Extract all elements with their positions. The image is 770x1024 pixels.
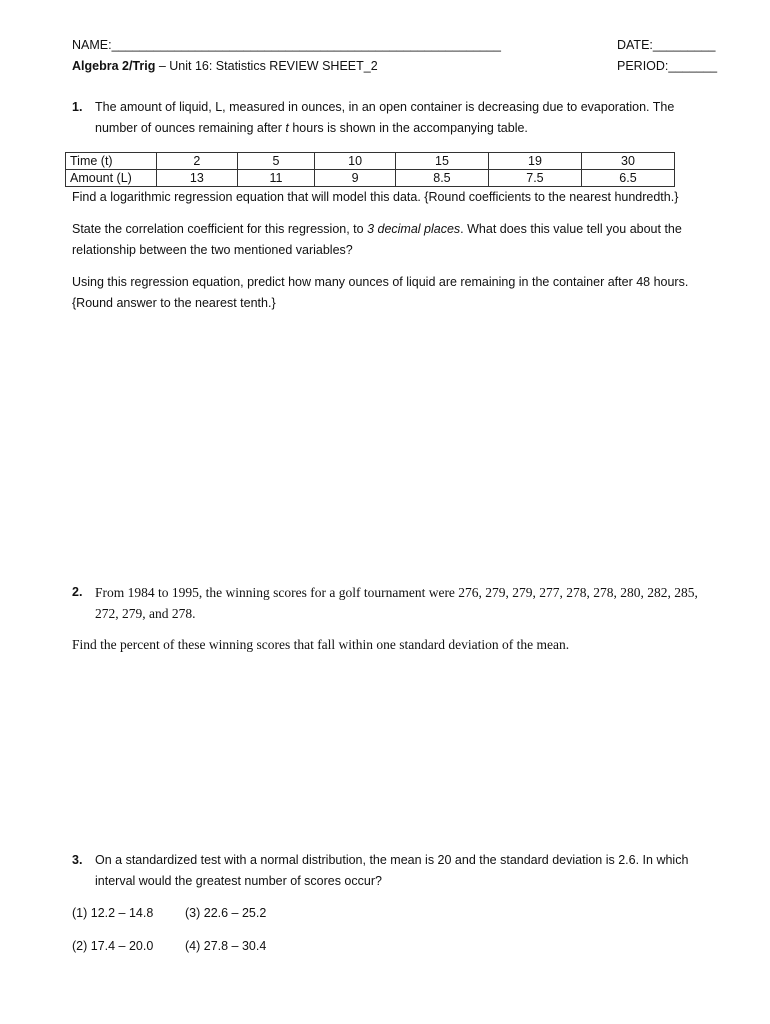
table-cell: 5 — [237, 153, 314, 170]
table-row — [66, 153, 675, 170]
q3-choice-2: (2) 17.4 – 20.0 — [72, 939, 154, 953]
q1-line2-start: number of ounces remaining after — [95, 121, 286, 135]
name-label: NAME: — [72, 38, 112, 52]
q3-number: 3. — [72, 853, 83, 867]
q1-part-b-line1 — [72, 222, 682, 236]
period-field — [617, 59, 717, 73]
q1-line2 — [95, 121, 528, 135]
table-cell: 7.5 — [488, 170, 581, 187]
q3-choice-4: (4) 27.8 – 30.4 — [185, 939, 267, 953]
q3-choice-1: (1) 12.2 – 14.8 — [72, 906, 154, 920]
table-cell: 19 — [488, 153, 581, 170]
table-cell: 15 — [395, 153, 488, 170]
table-cell: 9 — [315, 170, 396, 187]
q3-line2: interval would the greatest number of scores occur? — [95, 874, 382, 888]
q1-number: 1. — [72, 100, 83, 114]
name-blank: ________________________________________________________ — [111, 38, 501, 52]
q2-prompt: Find the percent of these winning scores that fall within one standard deviation of the mean. — [72, 637, 570, 652]
q1-part-b-end: . What does this value tell you about the — [460, 222, 682, 236]
date-label: DATE: — [617, 38, 653, 52]
q3-line1: On a standardized test with a normal distribution, the mean is 20 and the standard deviation is 2.6. In which — [95, 853, 689, 867]
data-table — [65, 152, 675, 187]
q1-part-c-line2: {Round answer to the nearest tenth.} — [72, 296, 276, 310]
q2-line1: From 1984 to 1995, the winning scores for a golf tournament were 276, 279, 279, 277, 278, 278, 280, 282, 285, — [95, 585, 698, 600]
table-cell: 6.5 — [581, 170, 674, 187]
table-row-label: Time (t) — [66, 153, 157, 170]
q1-part-b-start: State the correlation coefficient for this regression, to — [72, 222, 368, 236]
q1-variable-t: t — [285, 121, 289, 135]
table-cell: 13 — [157, 170, 238, 187]
q1-part-a: Find a logarithmic regression equation that will model this data. {Round coefficients to the nearest hundredth.} — [72, 190, 679, 204]
table-cell: 8.5 — [395, 170, 488, 187]
table-cell: 11 — [237, 170, 314, 187]
table-cell: 2 — [157, 153, 238, 170]
table-row-label: Amount (L) — [66, 170, 157, 187]
period-label: PERIOD: — [617, 59, 669, 73]
q1-line2-end: hours is shown in the accompanying table. — [288, 121, 528, 135]
period-blank: _______ — [668, 59, 718, 73]
date-blank: _________ — [652, 38, 716, 52]
q2-number: 2. — [72, 585, 83, 599]
date-field — [617, 38, 715, 52]
course-subtitle: – Unit 16: Statistics REVIEW SHEET_2 — [155, 59, 378, 73]
table-cell: 10 — [315, 153, 396, 170]
course-name: Algebra 2/Trig — [72, 59, 156, 73]
table-row — [66, 170, 675, 187]
q2-line2: 272, 279, and 278. — [95, 606, 196, 621]
q1-line1: The amount of liquid, L, measured in ounces, in an open container is decreasing due to evaporation. The — [95, 100, 675, 114]
q1-part-b-line2: relationship between the two mentioned variables? — [72, 243, 353, 257]
course-title — [72, 59, 378, 73]
table-cell: 30 — [581, 153, 674, 170]
q3-choice-3: (3) 22.6 – 25.2 — [185, 906, 267, 920]
q1-part-b-emphasis: 3 decimal places — [367, 222, 461, 236]
name-field — [72, 38, 501, 52]
q1-part-c-line1: Using this regression equation, predict how many ounces of liquid are remaining in the container after 48 hours. — [72, 275, 689, 289]
